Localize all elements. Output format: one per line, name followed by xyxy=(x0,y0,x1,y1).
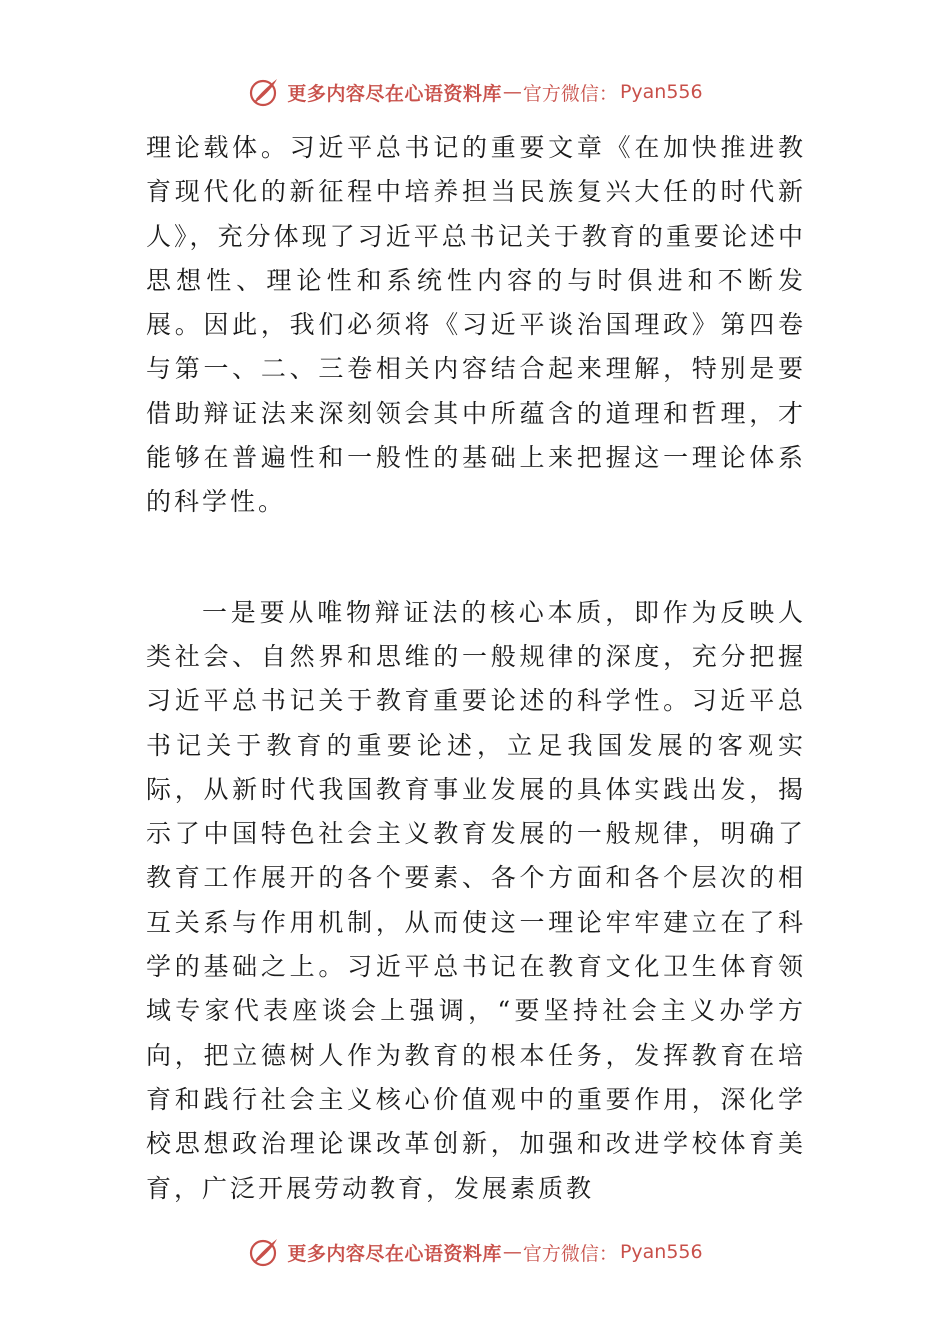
paragraph-1: 理论载体。习近平总书记的重要文章《在加快推进教育现代化的新征程中培养担当民族复兴大任的时代新人》，充分体现了习近平总书记关于教育的重要论述中思想性、理论性和系统性内容的与时俱进和不断发展。因此，我们必须将《习近平谈治国理政》第四卷与第一、二、三卷相关内容结合起来理解，特别是要借助辩证法来深刻领会其中所蕴含的道理和哲理，才能够在普遍性和一般性的基础上来把握这一理论体系的科学性。 xyxy=(146,133,806,517)
quill-logo-icon xyxy=(247,75,281,109)
footer-brand-text: 更多内容尽在心语资料库 xyxy=(287,1242,502,1265)
footer-wechat-id: Pyan556 xyxy=(619,1241,703,1263)
footer-wechat-label: 官方微信： xyxy=(522,1242,618,1265)
header-wechat-label: 官方微信： xyxy=(522,82,618,105)
footer-banner xyxy=(0,1230,950,1274)
header-separator: — xyxy=(502,81,522,103)
footer-separator: — xyxy=(502,1241,522,1263)
quill-logo-icon xyxy=(247,1235,281,1269)
document-body xyxy=(146,126,806,1211)
header-brand-text: 更多内容尽在心语资料库 xyxy=(287,82,502,105)
header-wechat-id: Pyan556 xyxy=(619,81,703,103)
paragraph-2: 一是要从唯物辩证法的核心本质，即作为反映人类社会、自然界和思维的一般规律的深度，充分把握习近平总书记关于教育重要论述的科学性。习近平总书记关于教育的重要论述，立足我国发展的客观实际，从新时代我国教育事业发展的具体实践出发，揭示了中国特色社会主义教育发展的一般规律，明确了教育工作展开的各个要素、各个方面和各个层次的相互关系与作用机制，从而使这一理论牢牢建立在了科学的基础之上。习近平总书记在教育文化卫生体育领域专家代表座谈会上强调，“要坚持社会主义办学方向，把立德树人作为教育的根本任务，发挥教育在培育和践行社会主义核心价值观中的重要作用，深化学校思想政治理论课改革创新，加强和改进学校体育美育，广泛开展劳动教育，发展素质教 xyxy=(146,597,806,1203)
header-banner xyxy=(0,70,950,114)
